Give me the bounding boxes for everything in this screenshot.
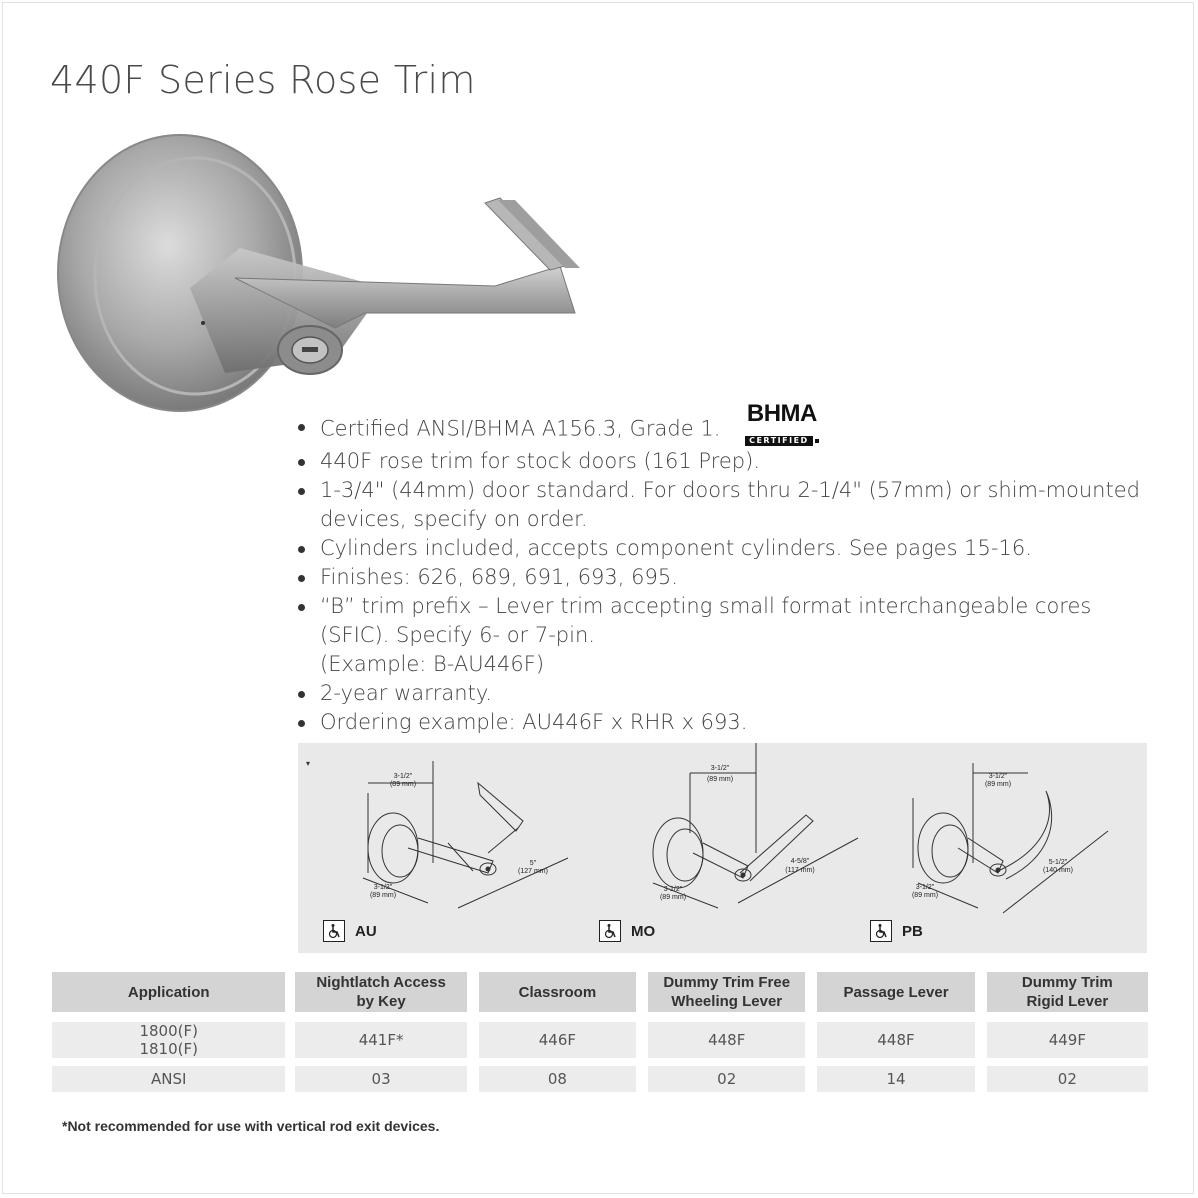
feature-text: devices, specify on order. — [320, 507, 588, 531]
panel-mark: ▾ — [306, 759, 311, 768]
footnote: *Not recommended for use with vertical rod exit devices. — [62, 1118, 440, 1134]
column-header: Passage Lever — [817, 972, 974, 1012]
dim-side-mm: (127 mm) — [518, 868, 548, 875]
row-label: 1800(F) 1810(F) — [52, 1022, 285, 1058]
feature-item — [296, 447, 1156, 476]
diagram-pb — [898, 743, 1138, 953]
bhma-certified-logo — [745, 402, 819, 447]
dim-top-label: 3-1/2" — [710, 765, 730, 772]
table-cell: 02 — [648, 1066, 805, 1092]
wheelchair-icon — [870, 920, 892, 942]
table-cell: 448F — [817, 1022, 974, 1058]
trim-label-au — [323, 920, 377, 942]
feature-text: 440F rose trim for stock doors (161 Prep). — [320, 449, 760, 473]
dim-bottom-mm: (89 mm) — [369, 892, 397, 899]
dim-top-mm: (89 mm) — [706, 776, 734, 783]
table-cell: 449F — [987, 1022, 1148, 1058]
bhma-logo-text: BHMA — [746, 400, 817, 427]
trim-label-pb — [870, 920, 923, 942]
dim-top-label: 3-1/2" — [393, 773, 413, 780]
dim-bottom-label: 3-1/2" — [915, 884, 935, 891]
table-cell: 02 — [987, 1066, 1148, 1092]
column-header: Classroom — [479, 972, 636, 1012]
feature-item — [296, 400, 1156, 447]
dim-side-mm: (140 mm) — [1043, 867, 1073, 874]
feature-item — [296, 592, 1156, 679]
dim-bottom-mm: (89 mm) — [911, 892, 939, 899]
feature-text: Finishes: 626, 689, 691, 693, 695. — [320, 565, 678, 589]
dimension-diagram-panel — [298, 743, 1147, 953]
column-header: Nightlatch Access by Key — [295, 972, 466, 1012]
table-cell: 14 — [817, 1066, 974, 1092]
table-row — [52, 1066, 1148, 1092]
column-header: Application — [52, 972, 285, 1012]
feature-text: Certified ANSI/BHMA A156.3, Grade 1. — [320, 416, 721, 441]
dim-side-mm: (117 mm) — [785, 867, 815, 874]
dim-bottom-label: 3-1/2" — [373, 884, 393, 891]
trim-code: PB — [902, 922, 923, 940]
dim-top-mm: (89 mm) — [984, 781, 1012, 788]
trim-code: MO — [631, 922, 656, 940]
dim-side-label: 4-5/8" — [790, 858, 810, 865]
table-cell: 448F — [648, 1022, 805, 1058]
feature-item — [296, 563, 1156, 592]
feature-text: (SFIC). Specify 6- or 7-pin. — [320, 623, 595, 647]
feature-text: 1-3/4" (44mm) door standard. For doors thru 2-1/4" (57mm) or shim-mounted — [320, 478, 1140, 502]
lever-trim-photo — [55, 128, 595, 418]
feature-item — [296, 534, 1156, 563]
dim-bottom-label: 3-1/2" — [663, 886, 683, 893]
column-header: Dummy Trim Rigid Lever — [987, 972, 1148, 1012]
table-cell: 441F* — [295, 1022, 466, 1058]
dim-top-mm: (89 mm) — [389, 781, 417, 788]
feature-text: Cylinders included, accepts component cylinders. See pages 15-16. — [320, 536, 1032, 560]
table-cell: 446F — [479, 1022, 636, 1058]
row-label: ANSI — [52, 1066, 285, 1092]
feature-item — [296, 708, 1156, 737]
wheelchair-icon — [599, 920, 621, 942]
table-cell: 08 — [479, 1066, 636, 1092]
feature-text: Ordering example: AU446F x RHR x 693. — [320, 710, 748, 734]
feature-item — [296, 679, 1156, 708]
dim-side-label: 5-1/2" — [1048, 859, 1068, 866]
function-table — [52, 972, 1148, 1092]
trim-code: AU — [355, 922, 377, 940]
wheelchair-icon — [323, 920, 345, 942]
trim-label-mo — [599, 920, 655, 942]
table-header-row — [52, 972, 1148, 1012]
bhma-logo-subtext: CERTIFIED — [745, 436, 813, 446]
diagram-mo — [628, 743, 868, 953]
page-title: 440F Series Rose Trim — [50, 58, 476, 102]
feature-text: (Example: B-AU446F) — [320, 652, 545, 676]
column-header: Dummy Trim Free Wheeling Lever — [648, 972, 805, 1012]
dim-bottom-mm: (89 mm) — [659, 894, 687, 901]
dim-top-label: 3-1/2" — [988, 773, 1008, 780]
feature-text: 2-year warranty. — [320, 681, 492, 705]
feature-item — [296, 476, 1156, 534]
table-cell: 03 — [295, 1066, 466, 1092]
dim-side-label: 5" — [529, 860, 537, 867]
feature-list — [296, 400, 1156, 737]
table-row — [52, 1022, 1148, 1058]
feature-text: “B” trim prefix – Lever trim accepting small format interchangeable cores — [320, 594, 1092, 618]
